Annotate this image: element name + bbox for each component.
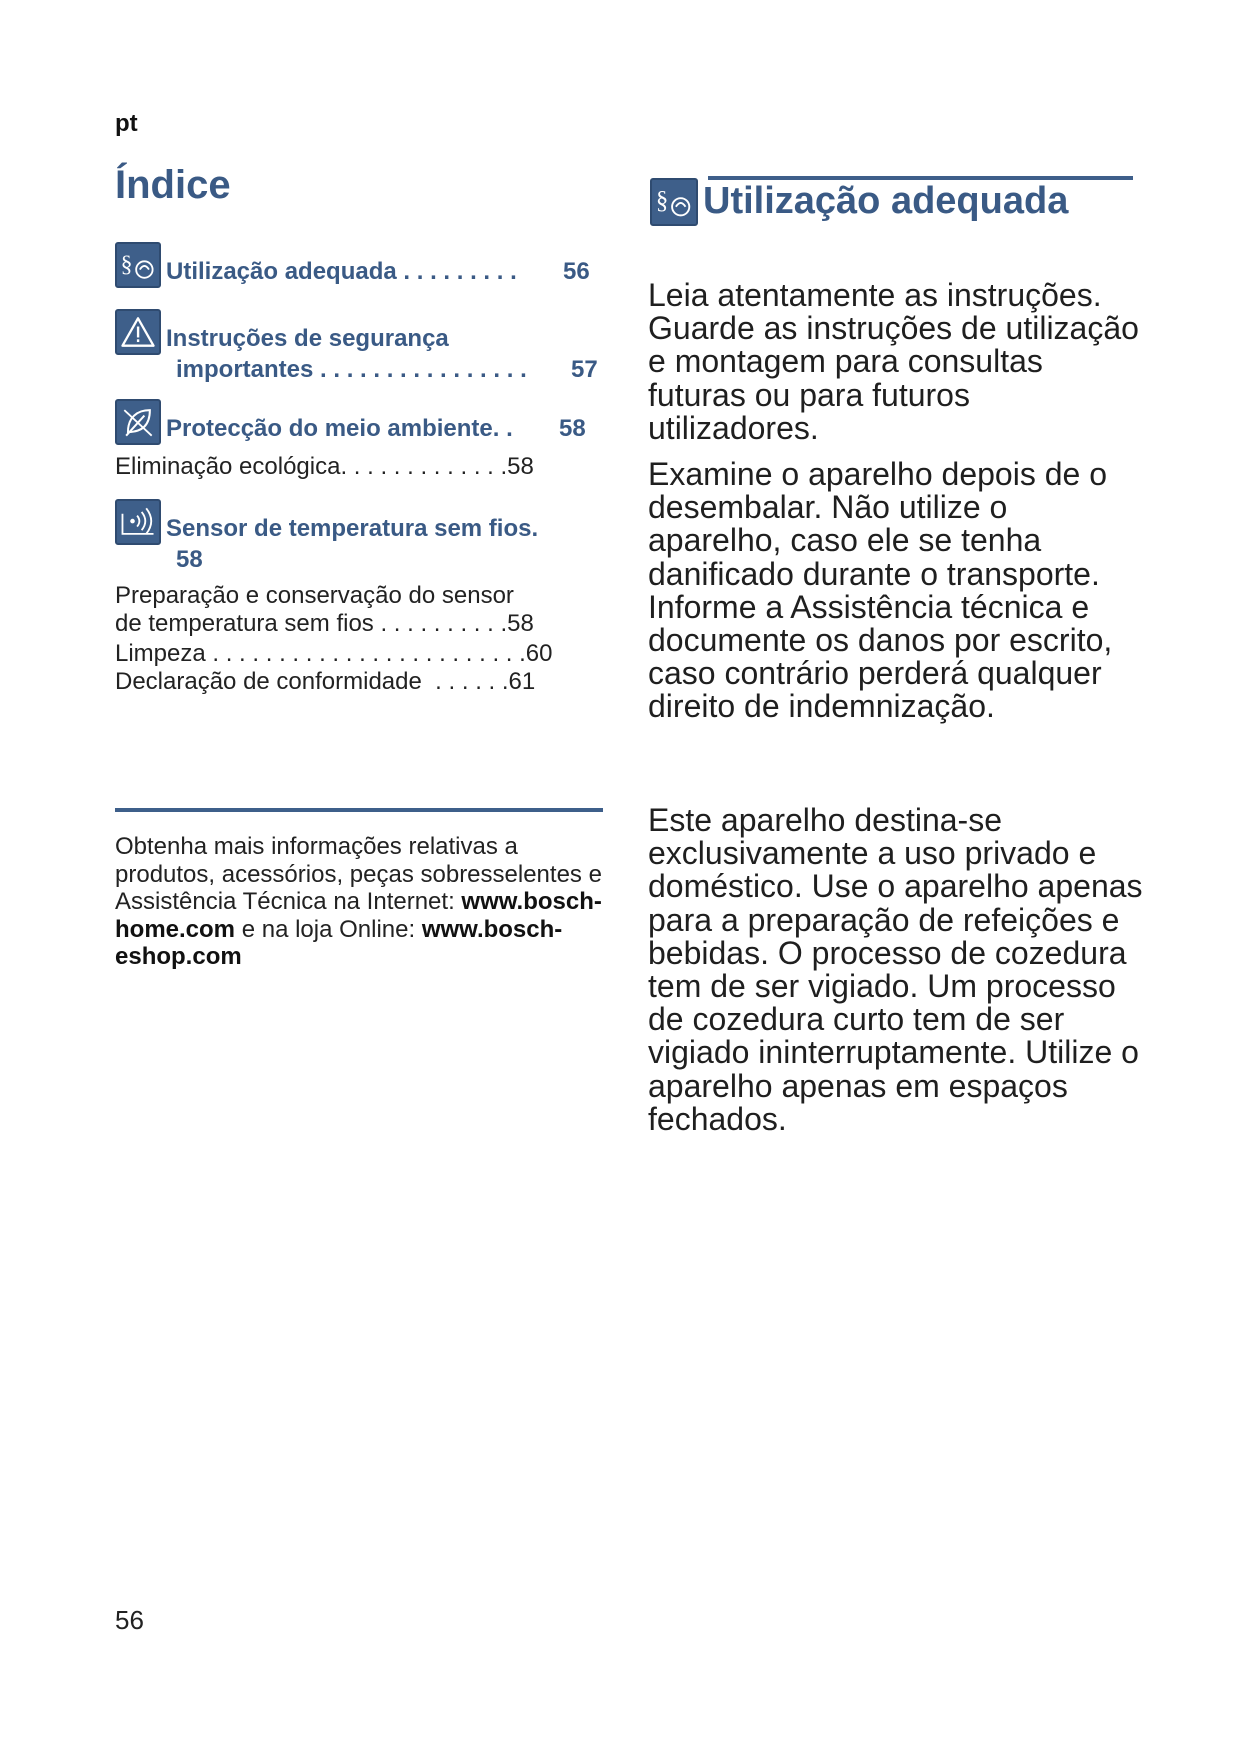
warning-triangle-icon — [115, 309, 161, 355]
toc-item-safety-page: 57 — [571, 356, 598, 383]
toc-subitem-cleaning[interactable]: Limpeza . . . . . . . . . . . . . . . . . . . . . . . .60 — [115, 640, 553, 667]
paragraph-hand-icon — [115, 242, 161, 288]
info-paragraph — [115, 833, 615, 971]
toc-item-environment-page: 58 — [559, 415, 586, 442]
info-divider — [115, 808, 603, 812]
toc-item-safety-label[interactable]: Instruções de segurança — [166, 325, 449, 352]
language-label: pt — [115, 110, 138, 137]
toc-item-use-page: 56 — [563, 258, 590, 285]
toc-item-use-label[interactable]: Utilização adequada . . . . . . . . . — [166, 258, 517, 285]
section-paragraph-3: Este aparelho destina-se exclusivamente a uso privado e doméstico. Use o aparelho apenas para a preparação de refeições e bebidas. O processo de cozedura tem de ser vigiado. Um processo de cozedura curto tem de ser vigiado ininterruptamente. Utilize o aparelho apenas em espaços fechados. — [648, 802, 1143, 1137]
leaf-icon — [115, 399, 161, 445]
wireless-sensor-icon — [115, 499, 161, 545]
section-title: Utilização adequada — [703, 180, 1069, 222]
toc-item-environment-label[interactable]: Protecção do meio ambiente. . — [166, 415, 513, 442]
svg-text:§: § — [655, 187, 669, 215]
link-bosch-eshop[interactable]: www.bosch-eshop.com — [115, 915, 563, 970]
link-bosch-home[interactable]: www.bosch-home.com — [115, 888, 602, 943]
paragraph-hand-icon — [650, 178, 698, 226]
section-paragraph-1: Leia atentamente as instruções. Guarde as instruções de utilização e montagem para consultas futuras ou para futuros utilizadores. — [648, 277, 1139, 446]
toc-item-sensor-label[interactable]: Sensor de temperatura sem fios. — [166, 515, 539, 542]
toc-title: Índice — [115, 163, 231, 207]
toc-item-safety-label-2[interactable]: importantes . . . . . . . . . . . . . . . . — [176, 356, 527, 383]
toc-subitem-disposal[interactable]: Eliminação ecológica. . . . . . . . . . . . .58 — [115, 453, 534, 480]
info-text-1: Obtenha mais informações relativas a produtos, acessórios, peças sobresselentes e Assistência Técnica na Internet: — [115, 833, 602, 915]
svg-text:§: § — [120, 251, 133, 278]
info-text-2: e na loja Online: — [235, 915, 422, 943]
toc-item-sensor-page: 58 — [176, 546, 203, 573]
page-number: 56 — [115, 1605, 144, 1635]
toc-subitem-sensor-prep[interactable]: Preparação e conservação do sensor — [115, 582, 514, 609]
toc-subitem-sensor-prep-2[interactable]: de temperatura sem fios . . . . . . . . . .58 — [115, 610, 534, 637]
section-paragraph-2: Examine o aparelho depois de o desembalar. Não utilize o aparelho, caso ele se tenha danificado durante o transporte. Informe a Assistência técnica e documente os danos por escrito, caso contrário perderá qualquer direito de indemnização. — [648, 456, 1113, 725]
toc-subitem-conformity[interactable]: Declaração de conformidade . . . . . .61 — [115, 668, 536, 695]
